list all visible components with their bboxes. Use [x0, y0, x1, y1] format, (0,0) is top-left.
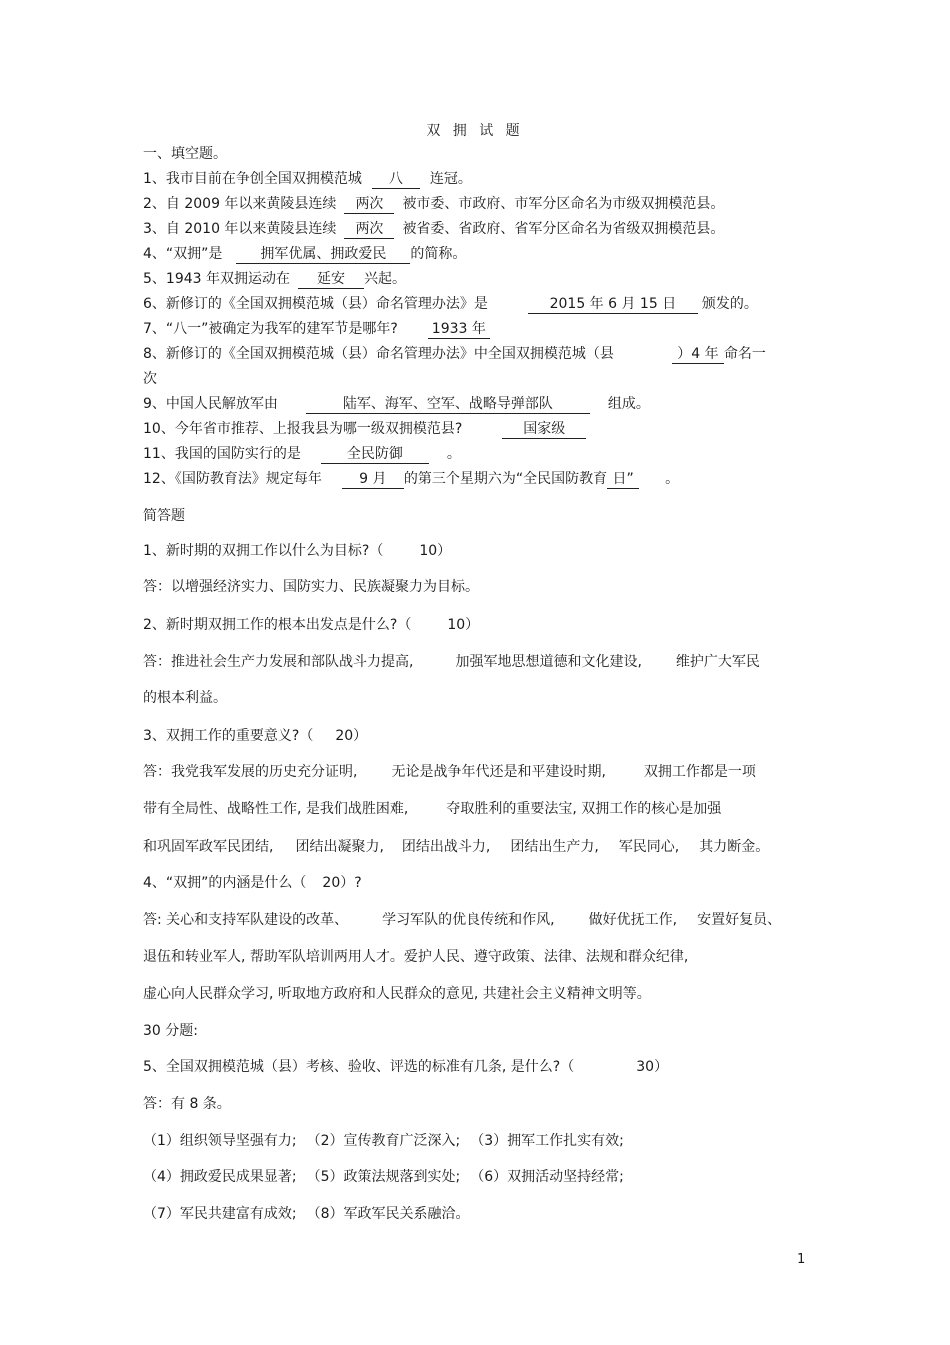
answer-blank: 日”	[607, 471, 639, 489]
answer-blank: ）4 年	[672, 346, 724, 364]
question-6: 6、新修订的《全国双拥模范城（县）命名管理办法》是 2015 年 6 月 15 日 颁发的。	[143, 296, 758, 312]
answer-blank: 1933 年	[428, 321, 490, 339]
short-answer-4-line-1: 答: 关心和支持军队建设的改革、 学习军队的优良传统和作风, 做好优抚工作, 安置好复员、	[143, 912, 782, 928]
question-12: 12、《国防教育法》规定每年 9 月 的第三个星期六为“全民国防教育 日” 。	[143, 471, 680, 487]
answer-blank: 陆军、海军、空军、战略导弹部队	[306, 396, 590, 414]
section-heading-short-answer: 简答题	[143, 508, 185, 524]
short-answer-4-line-2: 退伍和转业军人, 帮助军队培训两用人才。爱护人民、遵守政策、法律、法规和群众纪律,	[143, 949, 689, 965]
criteria-row-2: （4）拥政爱民成果显著; （5）政策法规落到实处; （6）双拥活动坚持经常;	[143, 1169, 624, 1185]
short-question-5: 5、全国双拥模范城（县）考核、验收、评选的标准有几条, 是什么?（ 30）	[143, 1059, 669, 1075]
answer-blank: 国家级	[502, 421, 586, 439]
answer-blank: 全民防御	[321, 446, 429, 464]
question-4: 4、“双拥”是 拥军优属、拥政爱民 的简称。	[143, 246, 467, 262]
page-number: 1	[797, 1252, 806, 1267]
answer-blank: 拥军优属、拥政爱民	[236, 246, 410, 264]
short-question-1: 1、新时期的双拥工作以什么为目标?（ 10）	[143, 543, 452, 559]
answer-blank: 两次	[344, 196, 394, 214]
document-title: 双 拥 试 题	[426, 123, 524, 139]
answer-blank: 2015 年 6 月 15 日	[528, 296, 698, 314]
question-11: 11、我国的国防实行的是 全民防御 。	[143, 446, 461, 462]
section-heading-30-points: 30 分题:	[143, 1023, 198, 1039]
criteria-row-3: （7）军民共建富有成效; （8）军政军民关系融洽。	[143, 1206, 470, 1222]
question-7: 7、“八一”被确定为我军的建军节是哪年? 1933 年	[143, 320, 490, 339]
section-heading-fill-in: 一、填空题。	[143, 146, 227, 162]
question-10: 10、今年省市推荐、上报我县为哪一级双拥模范县? 国家级	[143, 420, 586, 439]
question-3: 3、自 2010 年以来黄陵县连续 两次 被省委、省政府、省军分区命名为省级双拥模范县。	[143, 221, 725, 237]
short-answer-4-line-3: 虚心向人民群众学习, 听取地方政府和人民群众的意见, 共建社会主义精神文明等。	[143, 986, 651, 1002]
short-answer-1: 答：以增强经济实力、国防实力、民族凝聚力为目标。	[143, 579, 479, 595]
answer-blank: 9 月	[342, 471, 404, 489]
answer-blank: 八	[372, 171, 420, 189]
short-answer-3-line-1: 答：我党我军发展的历史充分证明, 无论是战争年代还是和平建设时期, 双拥工作都是一项	[143, 764, 756, 780]
question-2: 2、自 2009 年以来黄陵县连续 两次 被市委、市政府、市军分区命名为市级双拥模范县。	[143, 196, 725, 212]
short-question-3: 3、双拥工作的重要意义?（ 20）	[143, 728, 368, 744]
short-answer-5-intro: 答：有 8 条。	[143, 1096, 231, 1112]
short-answer-2-line-1: 答：推进社会生产力发展和部队战斗力提高, 加强军地思想道德和文化建设, 维护广大军民	[143, 654, 760, 670]
answer-blank: 两次	[344, 221, 394, 239]
short-answer-3-line-2: 带有全局性、战略性工作, 是我们战胜困难, 夺取胜利的重要法宝, 双拥工作的核心是加强	[143, 801, 722, 817]
question-9: 9、中国人民解放军由 陆军、海军、空军、战略导弹部队 组成。	[143, 396, 650, 412]
criteria-row-1: （1）组织领导坚强有力; （2）宣传教育广泛深入; （3）拥军工作扎实有效;	[143, 1133, 624, 1149]
short-question-2: 2、新时期双拥工作的根本出发点是什么?（ 10）	[143, 617, 480, 633]
question-8-continued: 次	[143, 371, 157, 387]
question-8: 8、新修订的《全国双拥模范城（县）命名管理办法》中全国双拥模范城（县 ）4 年 命名一	[143, 346, 766, 362]
short-answer-3-line-3: 和巩固军政军民团结, 团结出凝聚力, 团结出战斗力, 团结出生产力, 军民同心, 其力断金。	[143, 839, 770, 855]
question-5: 5、1943 年双拥运动在 延安 兴起。	[143, 271, 406, 287]
short-answer-2-line-2: 的根本利益。	[143, 690, 227, 706]
answer-blank: 延安	[298, 271, 364, 289]
short-question-4: 4、“双拥”的内涵是什么（ 20）?	[143, 875, 362, 891]
question-1: 1、我市目前在争创全国双拥模范城 八 连冠。	[143, 171, 472, 187]
